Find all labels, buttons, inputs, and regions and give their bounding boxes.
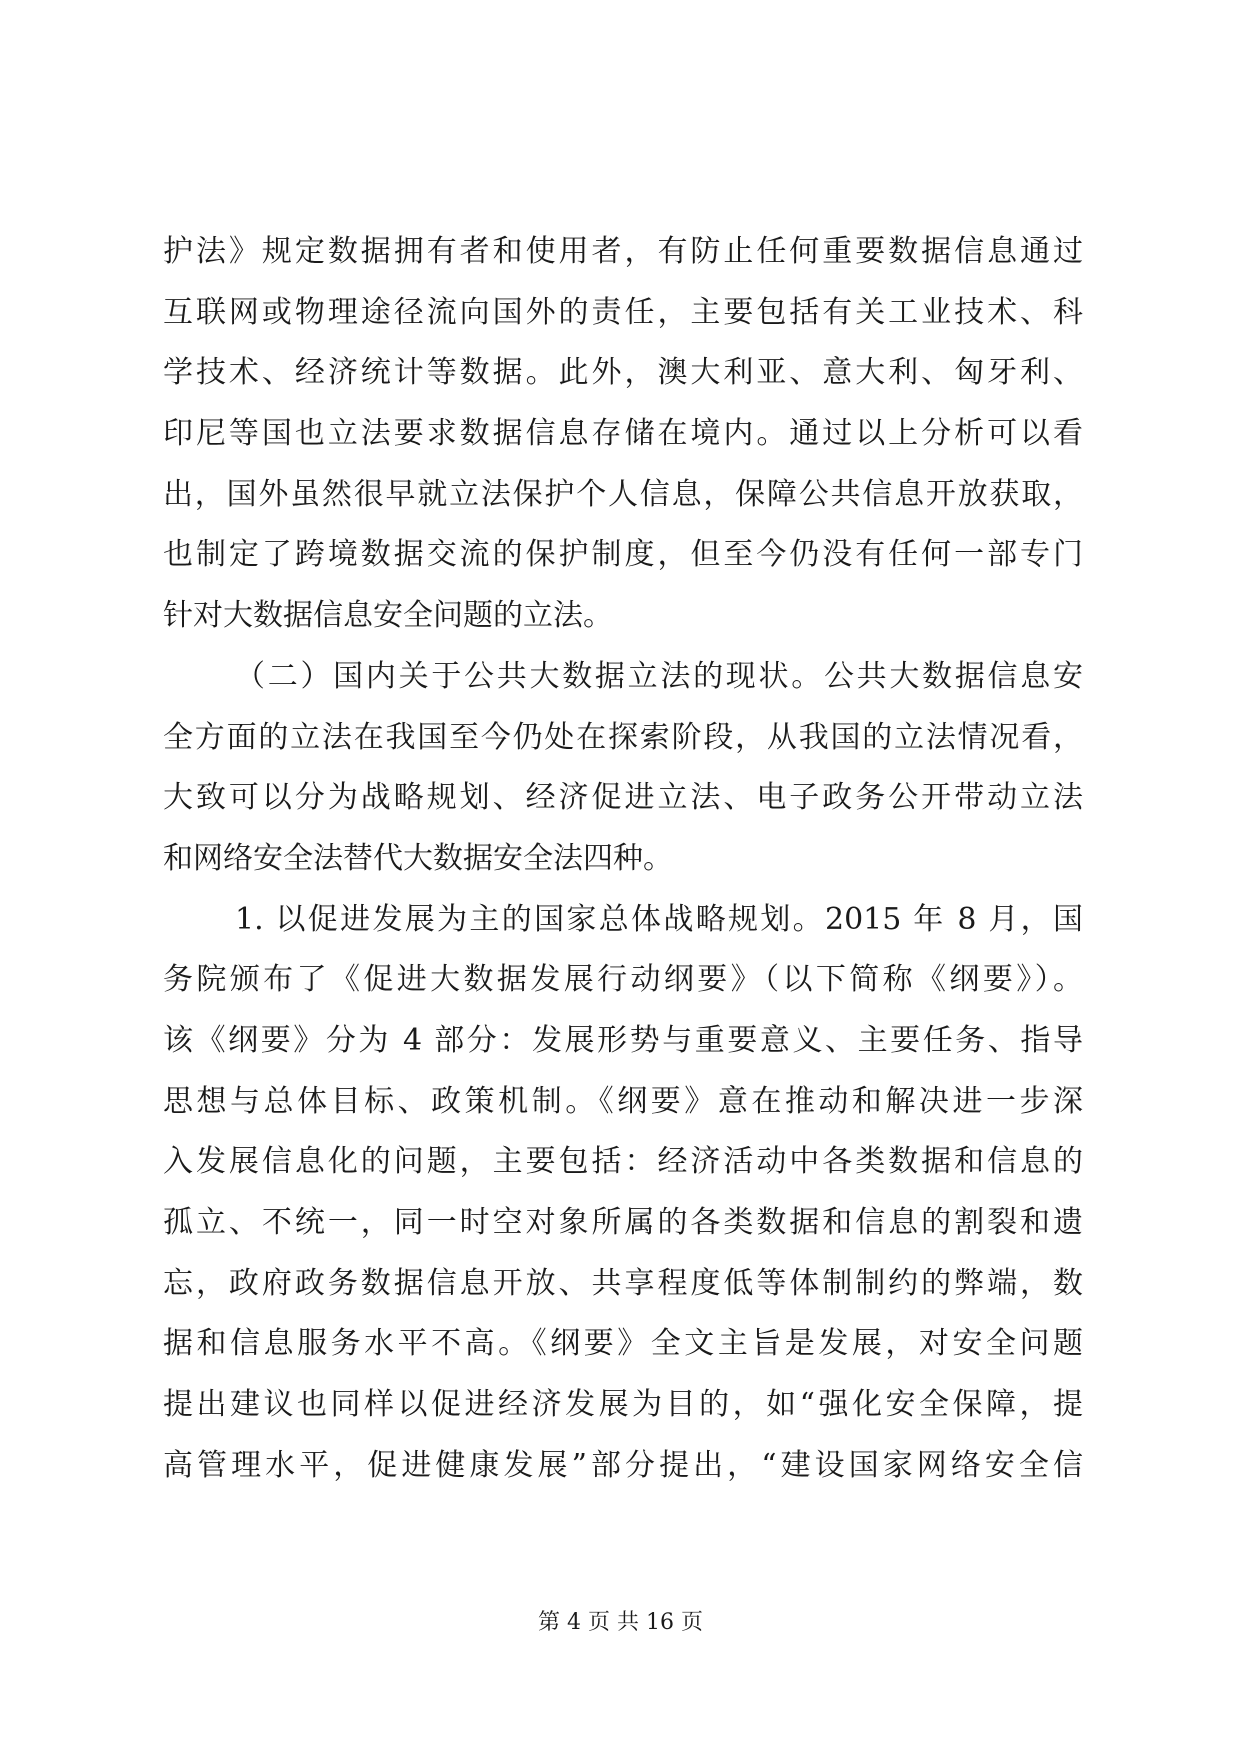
body-line: 也制定了跨境数据交流的保护制度，但至今仍没有任何一部专门: [163, 537, 1083, 573]
body-line: 出，国外虽然很早就立法保护个人信息，保障公共信息开放获取，: [163, 476, 1083, 512]
body-line: 务院颁布了《促进大数据发展行动纲要》（以下简称《纲要》）。: [163, 962, 1083, 998]
body-line: 该《纲要》分为 4 部分：发展形势与重要意义、主要任务、指导: [163, 1022, 1083, 1058]
body-line: 孤立、不统一，同一时空对象所属的各类数据和信息的割裂和遗: [163, 1205, 1083, 1240]
body-line: 高管理水平，促进健康发展”部分提出，“建设国家网络安全信: [163, 1447, 1083, 1483]
subsection-heading-line: 1. 以促进发展为主的国家总体战略规划。2015 年 8 月，国: [235, 901, 1083, 937]
body-line: 大致可以分为战略规划、经济促进立法、电子政务公开带动立法: [163, 780, 1083, 816]
page-number-footer: 第 4 页 共 16 页: [538, 1610, 703, 1635]
body-text: [163, 222, 1083, 1496]
body-line: 护法》规定数据拥有者和使用者，有防止任何重要数据信息通过: [163, 234, 1083, 269]
body-line: 据和信息服务水平不高。《纲要》全文主旨是发展，对安全问题: [163, 1326, 1083, 1362]
body-line: 入发展信息化的问题，主要包括：经济活动中各类数据和信息的: [163, 1144, 1083, 1180]
body-line: 思想与总体目标、政策机制。《纲要》意在推动和解决进一步深: [163, 1083, 1083, 1119]
body-line: 提出建议也同样以促进经济发展为目的，如“强化安全保障，提: [163, 1387, 1083, 1423]
body-line: 针对大数据信息安全问题的立法。: [163, 598, 613, 634]
body-line: 全方面的立法在我国至今仍处在探索阶段，从我国的立法情况看，: [163, 719, 1083, 755]
body-line: 互联网或物理途径流向国外的责任，主要包括有关工业技术、科: [163, 294, 1083, 330]
body-line: 忘，政府政务数据信息开放、共享程度低等体制制约的弊端，数: [163, 1265, 1083, 1301]
section-heading-line: （二）国内关于公共大数据立法的现状。公共大数据信息安: [235, 658, 1083, 694]
body-line: 印尼等国也立法要求数据信息存储在境内。通过以上分析可以看: [163, 416, 1083, 452]
body-line: 学技术、经济统计等数据。此外，澳大利亚、意大利、匈牙利、: [163, 355, 1083, 391]
body-line: 和网络安全法替代大数据安全法四种。: [163, 840, 673, 876]
